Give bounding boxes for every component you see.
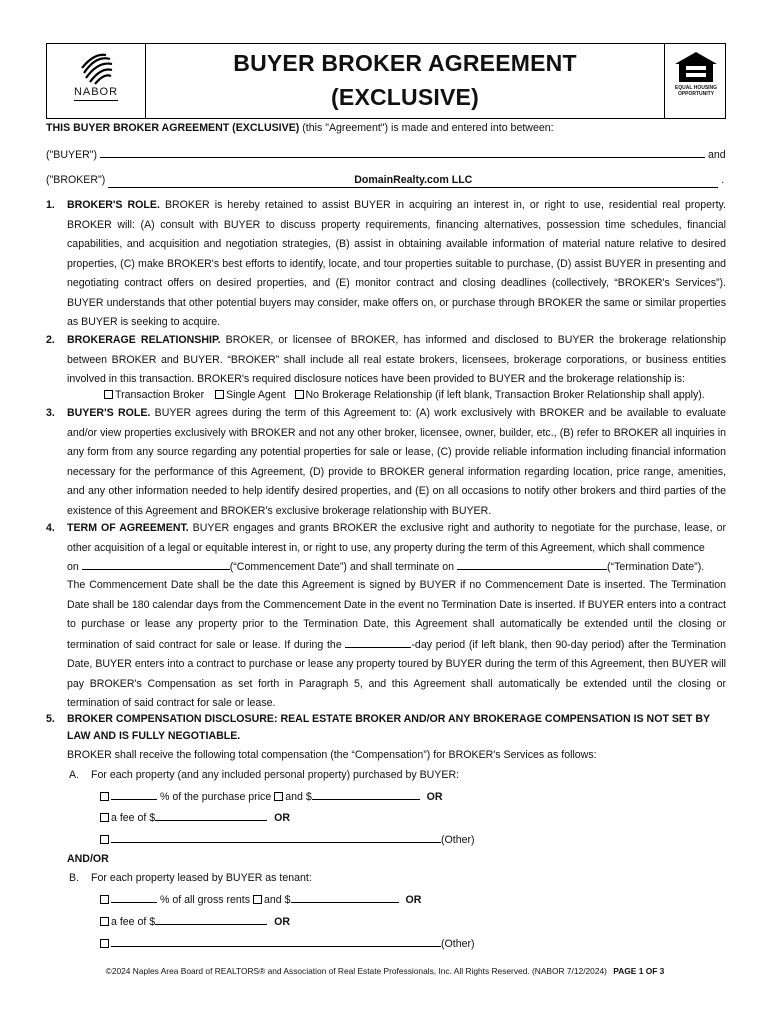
transaction-broker-label: Transaction Broker <box>115 389 205 401</box>
option-b-text: For each property leased by BUYER as tenant: <box>91 872 312 884</box>
no-brokerage-checkbox[interactable] <box>295 390 304 399</box>
equal-housing-cell <box>664 43 726 119</box>
lease-and-label: and $ <box>264 894 291 906</box>
buyer-and: and <box>707 149 726 161</box>
section-4-number: 4. <box>46 522 55 534</box>
footer-page: PAGE 1 OF 3 <box>613 966 665 976</box>
broker-label: ("BROKER") <box>46 174 106 186</box>
purchase-other-field[interactable] <box>111 830 441 843</box>
section-1-number: 1. <box>46 199 55 211</box>
section-2-text: BROKER, or licensee of BROKER, has informed and disclosed to BUYER the brokerage relationship between BROKER and BUYER. “BROKER” shall include all real estate brokers, licensees, brokerage corporations, or business entities involved in this transaction. BROKER's required disclosure notices have been provided to BUYER and the brokerage relationship is: <box>67 334 726 385</box>
on-label: on <box>67 561 79 573</box>
lease-other-field[interactable] <box>111 934 441 947</box>
lease-other-checkbox[interactable] <box>100 939 109 948</box>
lease-pct-checkbox[interactable] <box>100 895 109 904</box>
single-agent-label: Single Agent <box>226 389 286 401</box>
footer-copyright: ©2024 Naples Area Board of REALTORS® and Association of Real Estate Professionals, Inc. All Rights Reserved. (NABOR 7/12/2024) <box>105 966 607 976</box>
buyer-label: ("BUYER") <box>46 149 98 161</box>
intro-line <box>46 119 554 139</box>
purchase-flat-checkbox[interactable] <box>274 792 283 801</box>
section-3-number: 3. <box>46 407 55 419</box>
lease-fee-label: a fee of $ <box>111 916 156 928</box>
transaction-broker-checkbox[interactable] <box>104 390 113 399</box>
option-a-label: A. <box>69 769 80 781</box>
purchase-or-2: OR <box>274 812 291 824</box>
section-1-text: BROKER is hereby retained to assist BUYER in acquiring an interest in, or right to use, residential real property. BROKER will: (A) consult with BUYER to discuss property requirements, financing alternatives, possession time schedules, financial capabilities, and acquisition and negotiation strategies, (B) assist in obtaining available information of material nature relative to desired properties, (C) make BROKER's best efforts to identify, locate, and tour properties suitable to purchase, (D) assist BUYER in presenting and negotiating contract offers on desired properties, and (E) monitor contract and closing deadlines (collectively, “BROKER's Services”). BUYER understands that other potential buyers may consider, make offers on, or purchase through BROKER the same or similar properties as BUYER is seeking to acquire. <box>67 199 726 328</box>
section-2-number: 2. <box>46 334 55 346</box>
buyer-name-field[interactable] <box>100 145 705 158</box>
section-4-dates-line <box>67 557 726 578</box>
equal-housing-text-2: OPPORTUNITY <box>677 91 715 97</box>
nabor-logo-icon <box>76 51 116 85</box>
lease-or-2: OR <box>274 916 291 928</box>
section-5-heading-1: BROKER COMPENSATION DISCLOSURE: REAL ESTATE BROKER AND/OR ANY BROKERAGE COMPENSATION IS NOT SET BY <box>67 713 711 725</box>
equal-housing-icon <box>673 51 719 83</box>
lease-other-line <box>100 934 475 955</box>
termination-date-field[interactable] <box>457 557 607 570</box>
purchase-pct-checkbox[interactable] <box>100 792 109 801</box>
footer <box>0 966 770 976</box>
section-3-heading: BUYER'S ROLE. <box>67 407 151 419</box>
section-4-body <box>67 576 726 714</box>
purchase-pct-line <box>100 787 443 808</box>
purchase-fee-field[interactable] <box>155 808 267 821</box>
commencement-date-field[interactable] <box>82 557 230 570</box>
title-line-1: BUYER BROKER AGREEMENT <box>233 50 577 76</box>
section-2 <box>67 331 726 390</box>
option-b-label: B. <box>69 872 80 884</box>
purchase-other-line <box>100 830 475 851</box>
purchase-other-checkbox[interactable] <box>100 835 109 844</box>
section-2-heading: BROKERAGE RELATIONSHIP. <box>67 334 221 346</box>
purchase-fee-line <box>100 808 290 829</box>
section-5-intro: BROKER shall receive the following total compensation (the “Compensation”) for BROKER's Services as follows: <box>67 749 597 761</box>
relationship-options <box>104 386 705 406</box>
logo-underline <box>74 100 118 101</box>
section-5-heading-2: LAW AND IS FULLY NEGOTIABLE. <box>67 730 241 742</box>
termination-label: (“Termination Date”). <box>607 561 705 573</box>
section-4-text-1: BUYER engages and grants BROKER the exclusive right and authority to negotiate for the purchase, lease, or other acquisition of a legal or equitable interest in, or right to use, any property during the term of this Agreement, which shall commence <box>67 522 727 554</box>
section-1-heading: BROKER'S ROLE. <box>67 199 160 211</box>
purchase-flat-field[interactable] <box>312 787 420 800</box>
intro-rest: (this "Agreement") is made and entered into between: <box>299 122 554 134</box>
no-brokerage-label: No Brokerage Relationship (if left blank, Transaction Broker Relationship shall apply). <box>305 389 705 401</box>
purchase-fee-checkbox[interactable] <box>100 813 109 822</box>
purchase-pct-label: % of the purchase price <box>159 791 272 803</box>
broker-name-value: DomainRealty.com LLC <box>354 174 473 186</box>
lease-fee-line <box>100 912 290 933</box>
andor-label: AND/OR <box>67 853 109 865</box>
section-4-heading: TERM OF AGREEMENT. <box>67 522 189 534</box>
purchase-or-1: OR <box>426 791 443 803</box>
title-line-2: (EXCLUSIVE) <box>331 84 479 110</box>
lease-fee-field[interactable] <box>155 912 267 925</box>
section-5-number: 5. <box>46 713 55 725</box>
purchase-fee-label: a fee of $ <box>111 812 156 824</box>
section-3 <box>67 404 726 521</box>
lease-pct-line <box>100 890 421 911</box>
broker-line <box>46 171 726 191</box>
purchase-and-label: and $ <box>285 791 312 803</box>
intro-bold: THIS BUYER BROKER AGREEMENT (EXCLUSIVE) <box>46 122 300 134</box>
single-agent-checkbox[interactable] <box>215 390 224 399</box>
lease-or-1: OR <box>405 894 422 906</box>
section-4-text-3: -day period (if left blank, then 90-day period) after the Termination Date, BUYER enters into a contract to purchase or lease any property toured by BUYER during the term of this Agreement, then BUYER will pay BROKER's Compensation as set forth in Paragraph 5, and this Agreement shall automatically be extended until the closing or termination of said contract for sale or lease. <box>67 638 726 709</box>
lease-pct-field[interactable] <box>111 890 157 903</box>
day-period-field[interactable] <box>345 635 411 648</box>
lease-other-label: (Other) <box>441 938 475 950</box>
lease-pct-label: % of all gross rents <box>159 894 251 906</box>
purchase-pct-field[interactable] <box>111 787 157 800</box>
broker-name-field[interactable] <box>108 173 718 188</box>
section-4-text-2: The Commencement Date shall be the date this Agreement is signed by BUYER if no Commencement Date is inserted. The Termination Date shall be 180 calendar days from the Commencement Date in the event no Termination Date is inserted. If BUYER enters into a contract to purchase or lease any property prior to the Termination Date, this Agreement shall automatically be extended until the closing or termination of said contract for sale or lease. If during the <box>67 579 726 651</box>
lease-flat-field[interactable] <box>291 890 399 903</box>
section-4-intro <box>67 519 726 558</box>
logo-cell <box>46 43 146 119</box>
broker-end: . <box>721 174 725 186</box>
lease-fee-checkbox[interactable] <box>100 917 109 926</box>
purchase-other-label: (Other) <box>441 834 475 846</box>
lease-flat-checkbox[interactable] <box>253 895 262 904</box>
logo-text: NABOR <box>73 86 119 98</box>
section-3-text: BUYER agrees during the term of this Agreement to: (A) work exclusively with BROKER and be available to evaluate and/or view properties exclusively with BROKER and not any other broker, licensee, owner, builder, etc., (B) refer to BROKER all inquiries in any form from any source regarding any potential properties for sale or lease, (C) provide reliable information including financial information necessary for the performance of this Agreement, (D) provide to BROKER general information regarding location, price range, amenities, and any other information needed to help identify desired properties, and (E) on all occasions to notify other brokers and third parties of the existence of this Agreement and BROKER's exclusive brokerage relationship with BUYER. <box>67 407 726 517</box>
option-a-text: For each property (and any included personal property) purchased by BUYER: <box>91 769 460 781</box>
buyer-line <box>46 145 726 166</box>
commencement-label: (“Commencement Date”) and shall terminate on <box>229 561 455 573</box>
section-1 <box>67 196 726 333</box>
equal-housing-text-1: EQUAL HOUSING <box>674 85 718 91</box>
